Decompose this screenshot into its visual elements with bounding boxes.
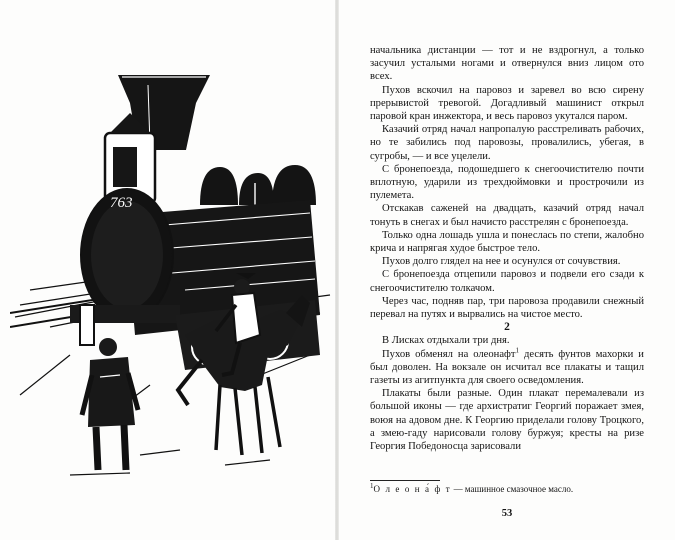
page-number: 53	[501, 508, 513, 519]
text-run: Пухов обменял на олеонафт	[382, 348, 516, 360]
paragraph-oleonaft	[370, 348, 644, 388]
locomotive-illustration	[10, 55, 335, 495]
footnote-term: О л е о н а́ ф т	[373, 484, 452, 494]
chapter-number: 2	[504, 321, 510, 334]
text-run: десять фунтов махорки и был доволен. На вокзале он исчитал все плакаты и тащил газеты из агитпункта для своего осведомления.	[370, 348, 644, 387]
paragraph: Пухов долго глядел на нее и осунулся от сочувствия.	[382, 256, 621, 268]
paragraph: С бронепоезда отцепили паровоз и подвели его сзади к снегоочистителю толкачом.	[370, 269, 644, 294]
footnote	[370, 484, 644, 495]
paragraph: Плакаты были разные. Один плакат перемалевали из большой иконы — где архистратиг Георгий поражает змея, воюя на адовом дне. К Георгию приделали голову Троцкого, а змею-гаду нарисовали голову буржуя; кресты на ризе Георгия Победоносца зарисовали	[370, 388, 644, 453]
footnote-definition: — машинное смазочное масло.	[451, 484, 574, 494]
paragraph: С бронепоезда, подошедшего к снегоочистителю почти вплотную, ударили из трехдюймовки и прострочили из пулемета.	[370, 163, 644, 202]
man-figure	[82, 338, 138, 470]
left-page	[0, 0, 335, 540]
paragraph: Через час, подняв пар, три паровоза продавили снежный перевал на путях и вырвались на чистое место.	[370, 295, 644, 321]
footnote-marker: 1	[515, 346, 520, 355]
paragraph: Только одна лошадь ушла и понеслась по степи, жалобно крича и напрягая худое быстрое тело.	[370, 229, 644, 255]
right-page	[339, 0, 675, 540]
paragraph: В Лисках отдыхали три дня.	[382, 335, 510, 347]
engine-number-label: 763	[110, 195, 133, 211]
paragraph: Казачий отряд начал напропалую расстреливать рабочих, но те забились под паровозы, провалились, убегая, в сугробы, — и все уцелели.	[370, 124, 644, 162]
footnote-marker: 1	[370, 482, 374, 490]
footnote-rule	[370, 480, 440, 481]
paragraph: Отскакав саженей на двадцать, казачий отряд начал тонуть в снегах и был начисто расстрелян с бронепоезда.	[370, 203, 644, 228]
paragraph: начальника дистанции — тот и не вздрогнул, а только засучил усталыми ногами и отвернулся вниз лицом ото всех.	[370, 45, 644, 83]
paragraph: Пухов вскочил на паровоз и заревел во всю сирену прерывистой тревогой. Догадливый машинист открыл паровой кран инжектора, и весь паровоз укутался паром.	[370, 84, 644, 123]
body-text-column	[370, 44, 644, 453]
